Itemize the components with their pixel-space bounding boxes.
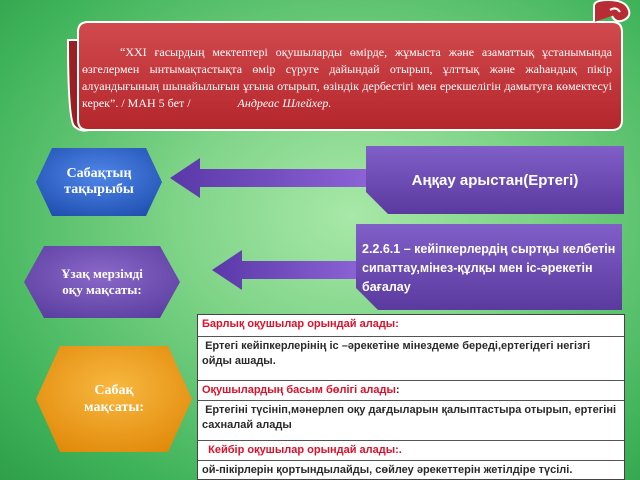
objective-row-most-detail: [198, 401, 624, 441]
topic-title: Аңқау арыстан(Ертегі): [411, 171, 579, 189]
objective-row-suffix: :: [395, 384, 400, 396]
quote-text-block: [82, 44, 612, 112]
lesson-objectives-label-hexagon: [34, 344, 194, 454]
objective-row-some: [198, 441, 624, 461]
objective-row-text: Оқушылардың басым бөлігі алады: [202, 384, 396, 396]
long-term-label: Ұзақ мерзімді оқу мақсаты:: [61, 266, 143, 297]
objective-row-text: Кейбір оқушылар орындай алады:.: [208, 444, 402, 456]
long-term-label-hexagon: [22, 244, 182, 320]
long-term-objective-text: 2.2.6.1 – кейіпкерлердің сыртқы келбетін сипаттау,мінез-құлқы мен іс-әрекетін бағалау: [362, 242, 616, 294]
objective-row-text: Барлық оқушылар орындай алады:: [202, 318, 399, 330]
objective-row-all-detail: [198, 337, 624, 381]
lesson-objectives-table: [197, 314, 625, 480]
topic-arrow-icon: [170, 158, 370, 198]
long-term-objective-box: [356, 224, 622, 310]
objective-row-text: Ертегіні түсініп,мәнерлеп оқу дағдыларын қалыптастыра отырып, ертегіні сахналай алады: [202, 404, 617, 431]
topic-label-hexagon: [34, 146, 164, 218]
objective-row-some-detail: [198, 461, 624, 479]
quote-author: Андреас Шлейхер.: [237, 96, 332, 110]
quote-text: “XXI ғасырдың мектептері оқушыларды өмірде, жұмыста және азаматтық ұстанымында өзгелермен ынтымақтастықта өмір сүруге дайындай отырып, ұлттық және жаһандық пікір алуандығының шынайылығын ұғына отырып, өзіндік дербестігі мен ерекшелігін дамытуға көмектесуі керек”. / МАН 5 бет /: [82, 45, 612, 110]
objective-row-text: Ертегі кейіпкерлерінің іс –әрекетіне мінездеме береді,ертегідегі негізгі ойды ашады.: [202, 340, 591, 367]
objective-row-most: [198, 381, 624, 401]
lesson-objectives-label: Сабақ мақсаты:: [84, 383, 144, 415]
topic-label: Сабақтың тақырыбы: [64, 166, 134, 197]
objective-row-text: ой-пікірлерін қортындылайды, сөйлеу әрекеттерін жетілдіре түсілі.: [202, 464, 573, 476]
long-term-arrow-icon: [212, 250, 362, 290]
topic-title-box: [366, 146, 624, 214]
objective-row-all: [198, 315, 624, 337]
